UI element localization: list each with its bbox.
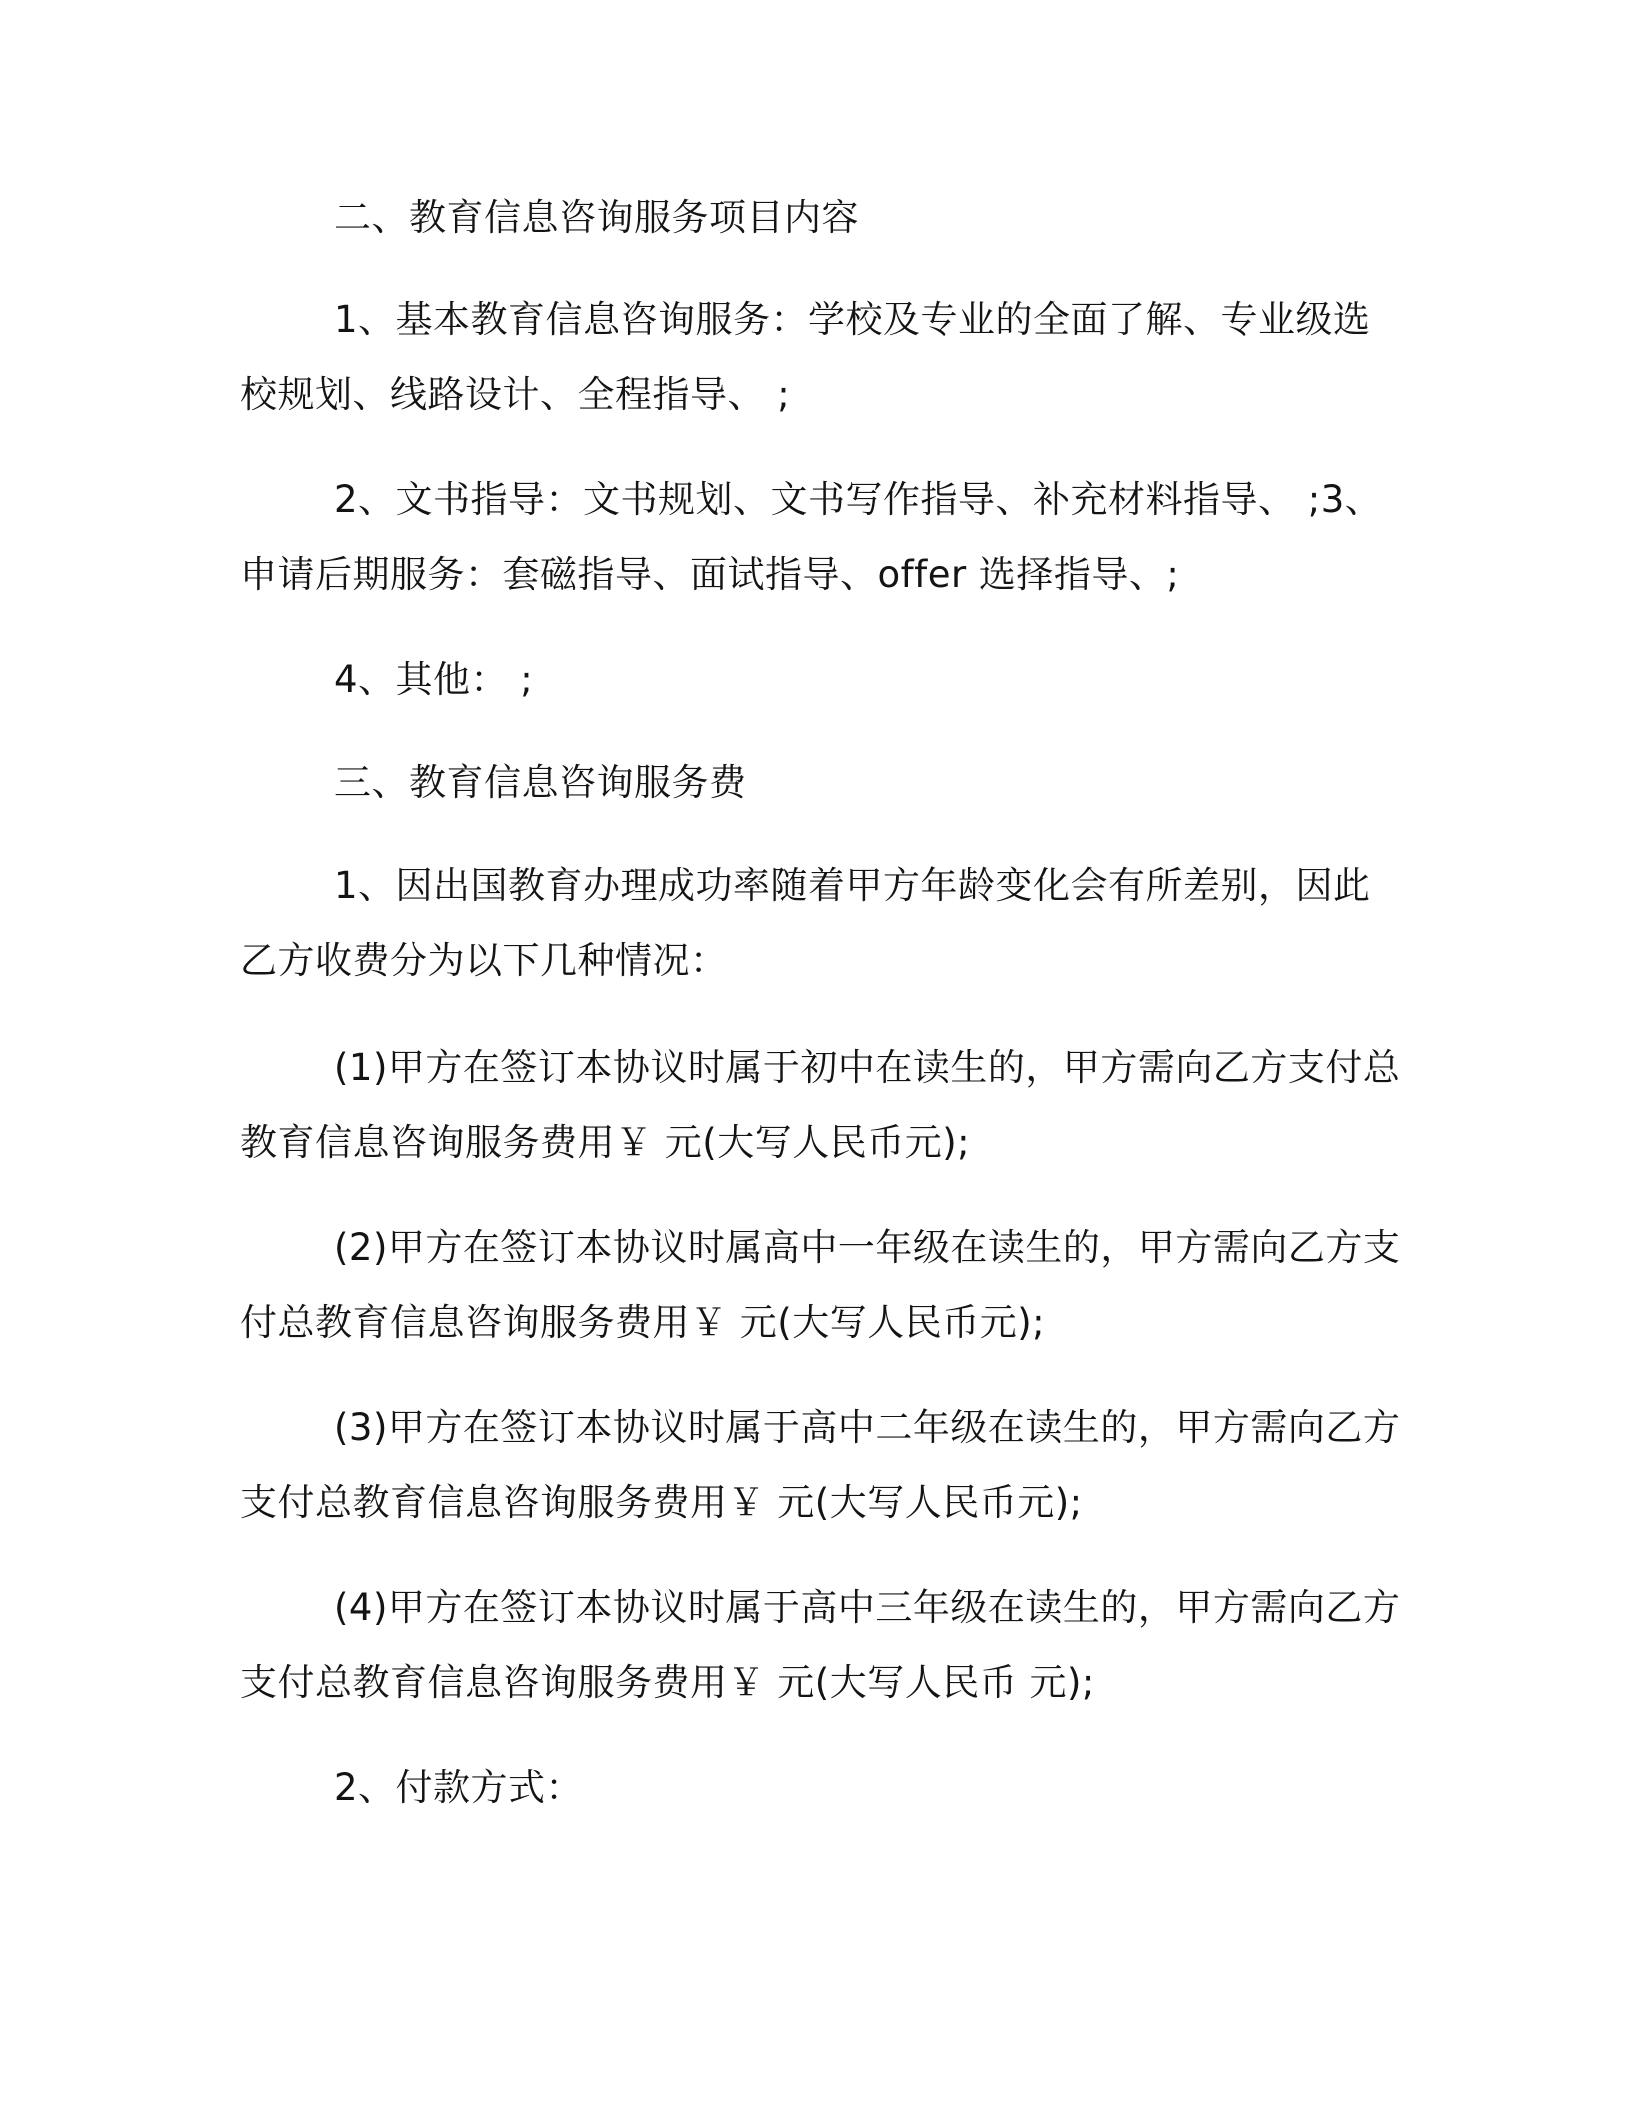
paragraph-basic-consulting — [240, 282, 1390, 432]
paragraph-document-guidance — [240, 462, 1390, 612]
paragraph-line: 2、文书指导：文书规划、文书写作指导、补充材料指导、 ;3、 — [334, 478, 1383, 521]
paragraph-line: (4)甲方在签订本协议时属于高中三年级在读生的，甲方需向乙方 — [334, 1586, 1401, 1629]
paragraph-line: 支付总教育信息咨询服务费用￥ 元(大写人民币元); — [240, 1481, 1083, 1524]
paragraph-fee-case-4 — [240, 1570, 1401, 1720]
paragraph-line: (3)甲方在签订本协议时属于高中二年级在读生的，甲方需向乙方 — [334, 1406, 1401, 1449]
paragraph-line: 教育信息咨询服务费用￥ 元(大写人民币元); — [240, 1121, 971, 1164]
paragraph-line: 支付总教育信息咨询服务费用￥ 元(大写人民币 元); — [240, 1661, 1095, 1704]
paragraph-line: 2、付款方式： — [334, 1766, 584, 1809]
section-2-heading — [240, 180, 1390, 255]
paragraph-line: 校规划、线路设计、全程指导、 ; — [240, 373, 791, 416]
section-3-heading — [240, 745, 1390, 820]
paragraph-line: 1、基本教育信息咨询服务：学校及专业的全面了解、专业级选 — [334, 298, 1371, 341]
paragraph-fee-case-2 — [240, 1210, 1401, 1360]
paragraph-line: (2)甲方在签订本协议时属高中一年级在读生的，甲方需向乙方支 — [334, 1226, 1401, 1269]
paragraph-other — [240, 642, 1390, 717]
paragraph-line: 付总教育信息咨询服务费用￥ 元(大写人民币元); — [240, 1301, 1046, 1344]
paragraph-fee-intro — [240, 848, 1390, 998]
paragraph-line: 4、其他： ; — [334, 658, 534, 701]
paragraph-line: 乙方收费分为以下几种情况： — [240, 939, 728, 982]
paragraph-payment-method — [240, 1750, 1390, 1825]
paragraph-line: 申请后期服务：套磁指导、面试指导、offer 选择指导、; — [240, 553, 1180, 596]
paragraph-line: 1、因出国教育办理成功率随着甲方年龄变化会有所差别，因此 — [334, 864, 1371, 907]
paragraph-line: (1)甲方在签订本协议时属于初中在读生的，甲方需向乙方支付总 — [334, 1046, 1401, 1089]
paragraph-line: 三、教育信息咨询服务费 — [334, 761, 747, 804]
paragraph-fee-case-3 — [240, 1390, 1401, 1540]
paragraph-fee-case-1 — [240, 1030, 1401, 1180]
paragraph-line: 二、教育信息咨询服务项目内容 — [334, 196, 859, 239]
